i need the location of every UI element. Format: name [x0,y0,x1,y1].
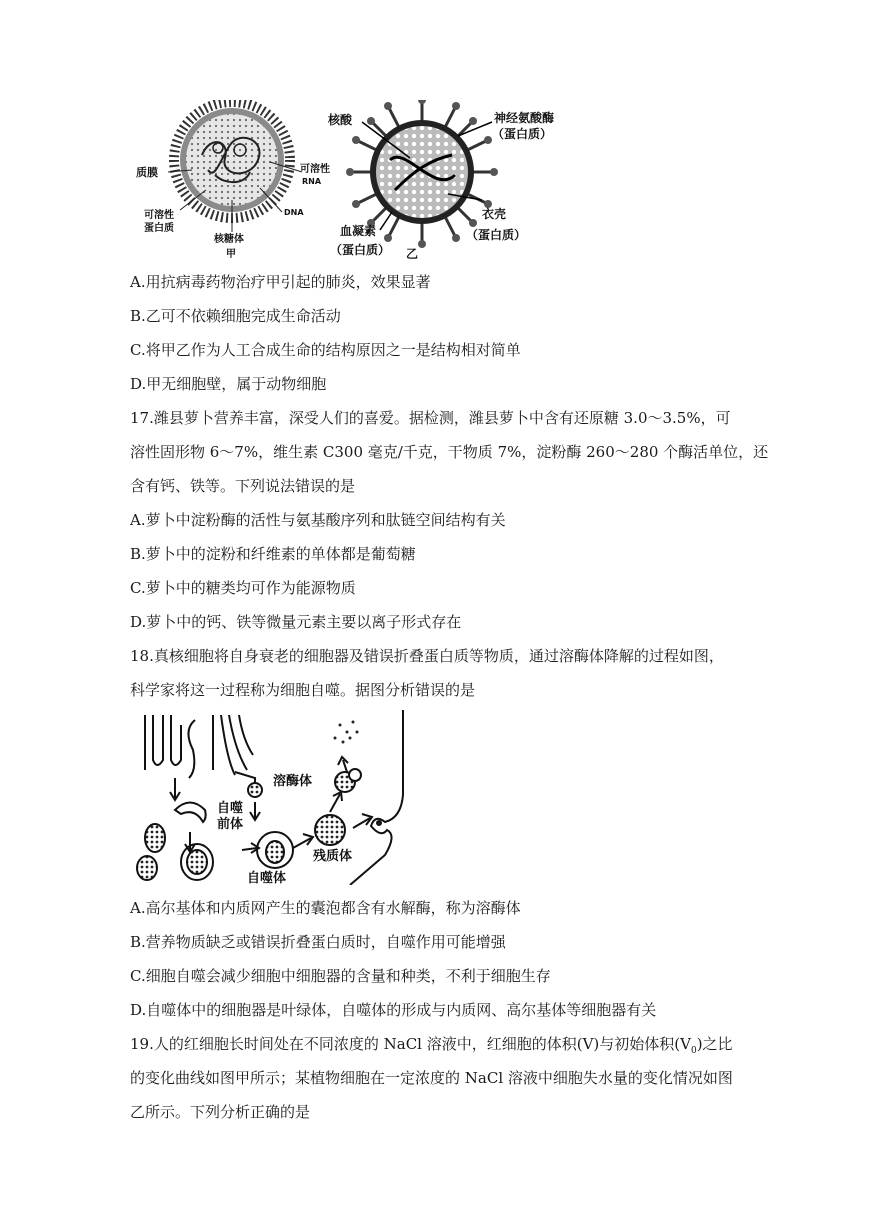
q19-line1-b: )之比 [696,1035,733,1053]
label-neuraminidase-protein: （蛋白质） [492,127,553,141]
q17-option-c: C.萝卜中的糖类均可作为能源物质 [130,579,356,597]
q18-option-d: D.自噬体中的细胞器是叶绿体，自噬体的形成与内质网、高尔基体等细胞器有关 [130,1001,657,1019]
figure-jia-yi [130,100,580,265]
lysosome-vesicle [248,783,262,797]
label-neuraminidase: 神经氨酸酶 [494,111,555,125]
q16-option-a: A.用抗病毒药物治疗甲引起的肺炎，效果显著 [130,273,431,291]
q19-stem-line-1 [130,1034,733,1061]
q18-option-c: C.细胞自噬会减少细胞中细胞器的含量和种类，不利于细胞生存 [130,967,551,985]
label-dna: DNA [284,208,304,217]
residual-body-shape [315,815,345,845]
golgi-shape [213,715,253,775]
q18-option-b: B.营养物质缺乏或错误折叠蛋白质时，自噬作用可能增强 [130,933,506,951]
q16-option-b: B.乙可不依赖细胞完成生命活动 [130,307,341,325]
label-ribosome: 核糖体 [214,234,244,245]
label-hemagglutinin: 血凝素 [340,224,377,238]
caption-yi: 乙 [406,247,419,261]
plasma-membrane [350,710,403,885]
preautophagosome [175,803,206,823]
label-lysosome: 溶酶体 [273,774,313,789]
diagram-yi [327,100,554,261]
label-rna: RNA [302,177,322,186]
label-autophagosome: 自噬体 [247,871,287,885]
q18-stem-line-1: 18.真核细胞将自身衰老的细胞器及错误折叠蛋白质等物质，通过溶酶体降解的过程如图， [130,647,724,665]
label-nucleic-acid: 核酸 [328,113,353,127]
q19-line1-a: 19.人的红细胞长时间处在不同浓度的 NaCl 溶液中，红细胞的体积(V)与初始体积(V [130,1035,691,1053]
label-preauto-2: 前体 [217,817,244,832]
q19-stem-line-3: 乙所示。下列分析正确的是 [130,1103,311,1121]
q17-option-b: B.萝卜中的淀粉和纤维素的单体都是葡萄糖 [130,545,416,563]
q17-stem-line-1: 17.潍县萝卜营养丰富，深受人们的喜爱。据检测，潍县萝卜中含有还原糖 3.0～3.5%，可 [130,409,731,427]
caption-jia: 甲 [226,249,236,260]
label-soluble-protein: 可溶性 [144,210,174,221]
q16-option-d: D.甲无细胞壁，属于动物细胞 [130,375,327,393]
figure-autophagy [135,710,420,885]
q17-option-a: A.萝卜中淀粉酶的活性与氨基酸序列和肽链空间结构有关 [130,511,506,529]
label-preauto-1: 自噬 [217,801,244,816]
label-capsid: 衣壳 [482,207,507,221]
er-shape [145,715,181,770]
q17-stem-line-3: 含有钙、铁等。下列说法错误的是 [130,477,356,495]
label-residual-body: 残质体 [313,849,353,864]
q19-stem-line-2: 的变化曲线如图甲所示；某植物细胞在一定浓度的 NaCl 溶液中细胞失水量的变化情况如图 [130,1069,733,1087]
label-soluble-rna: 可溶性 [300,164,330,175]
label-capsid-protein: （蛋白质） [466,228,527,242]
label-membrane: 质膜 [136,166,158,179]
diagram-jia [136,102,330,260]
q17-option-d: D.萝卜中的钙、铁等微量元素主要以离子形式存在 [130,613,462,631]
q17-stem-line-2: 溶性固形物 6～7%，维生素 C300 毫克/千克，干物质 7%，淀粉酶 260～280 个酶活单位，还 [130,443,769,461]
label-hemagglutinin-protein: （蛋白质） [330,243,391,257]
q19-line1-sub: 0 [690,1046,697,1056]
label-protein: 蛋白质 [144,223,174,234]
q18-stem-line-2: 科学家将这一过程称为细胞自噬。据图分析错误的是 [130,681,476,699]
q16-option-c: C.将甲乙作为人工合成生命的结构原因之一是结构相对简单 [130,341,521,359]
q18-option-a: A.高尔基体和内质网产生的囊泡都含有水解酶，称为溶酶体 [130,899,521,917]
